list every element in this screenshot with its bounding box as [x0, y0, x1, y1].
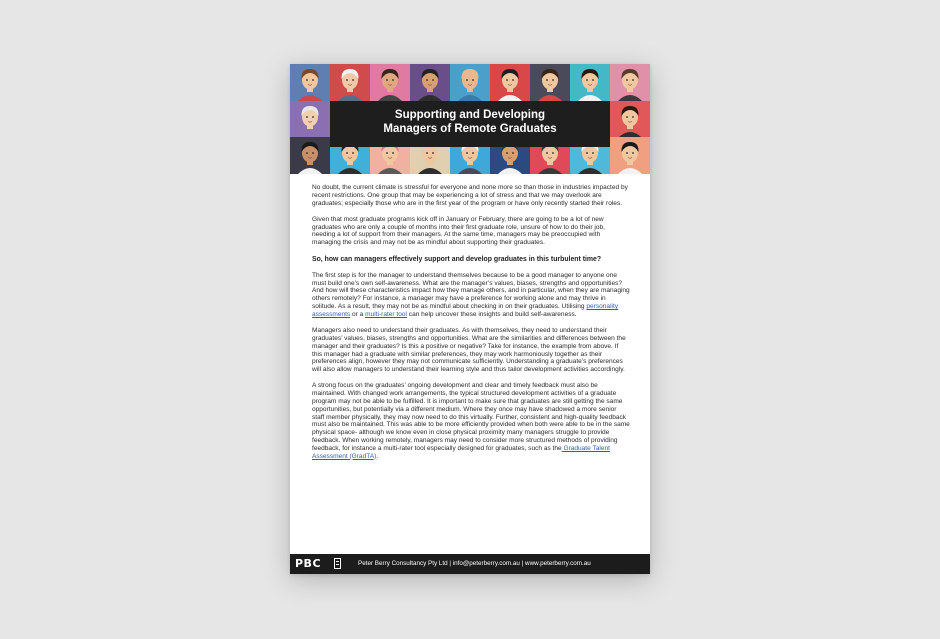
section-heading: So, how can managers effectively support and develop graduates in this turbulent time?	[312, 255, 602, 263]
footer-contact: Peter Berry Consultancy Pty Ltd | info@peterberry.com.au | www.peterberry.com.au	[358, 560, 591, 567]
text-span: A strong focus on the graduates’ ongoing development and clear and timely feedback must also be maintained. With changed work arrangements, the typical structured development activities of a graduate program may not be able to be fulfilled. It is important to make sure that graduates are still getting the same opportunities, but potentially via a different medium. Where they once may have shadowed a more senior staff member physically, they may now need to do this virtually. Further, consistent and high-quality feedback must also be maintained. This was able to be more efficiently provided when both were able to be in the same physical space- although we know even in close physical proximity many managers struggle to provide feedback. When working remotely, managers may need to consider more structured methods of providing feedback, for instance a multi-rater tool especially designed for graduates, such as the	[312, 382, 630, 452]
text-span: can help uncover these insights and build self-awareness.	[406, 310, 577, 318]
title-line-1: Supporting and Developing	[394, 109, 546, 121]
document-body	[312, 184, 630, 469]
avatar-woman-teal	[570, 64, 610, 101]
paragraph-understand-graduates: Managers also need to understand their graduates. As with themselves, they need to understand their graduates’ values, biases, strengths and opportunities. What are the similarities and differences between the manager and their graduates? Is this a positive or negative? Take for instance, the example from above. If this manager had a graduate with similar preferences, they may work harmoniously together as their preferences align, however they may not communicate sufficiently. Understanding a graduate’s preferences will also allow managers to understand their learning style and thus tailor development activities accordingly.	[312, 327, 626, 374]
avatar-woman-red-top	[530, 64, 570, 101]
paragraph-development-feedback	[312, 382, 630, 460]
pbc-logo-icon	[334, 558, 341, 569]
personality-assessments-link[interactable]: personality assessments	[312, 303, 619, 318]
paragraph-context: Given that most graduate programs kick off in January or February, there are going to be a lot of new graduates who are only a couple of months into their first graduate role, unsure of how to do their job, needing a lot of support from their managers. At the same time, managers may be preoccupied with managing the crisis and may not be as mindful about supporting their graduates.	[312, 215, 605, 247]
avatar-woman-dark-hair	[370, 64, 410, 101]
avatar-old-man-white-hair	[330, 64, 370, 101]
paragraph-intro: No doubt, the current climate is stressful for everyone and none more so than those in industries impacted by recent restrictions. One group that may be experiencing a lot of stress and that we may overlook are graduates; especially those who are in the first year of the program or have only recently started their roles.	[312, 184, 628, 207]
avatar-man-hat	[410, 64, 450, 101]
avatar-older-woman	[290, 101, 330, 138]
footer-bar	[290, 554, 650, 574]
graduate-talent-assessment-link[interactable]: Graduate Talent Assessment (GradTA)	[312, 444, 610, 460]
avatar-bearded-man	[490, 64, 530, 101]
avatar-woman-vr-goggles	[610, 101, 650, 138]
pbc-logo: PBC	[295, 557, 322, 570]
text-span: The first step is for the manager to understand themselves because to be a good manager to anyone one must build one’s own self-awareness. What are the manager’s values, biases, strengths and opportunities? And how will these characteristics impact how they manage others, and in particular, when they are managing others remotely? For instance, a manager may have a preference for working alone and may thrive in solitude. As a result, they may not be as mindful about checking in on their graduates. Utilising	[312, 271, 630, 311]
multi-rater-tool-link[interactable]: multi-rater tool	[365, 310, 407, 318]
text-span: or a	[350, 310, 366, 318]
title-line-2: Managers of Remote Graduates	[383, 122, 557, 135]
document-preview	[290, 64, 650, 574]
avatar-banner	[290, 64, 650, 174]
paragraph-self-awareness	[312, 272, 630, 319]
avatar-woman-brown-hair	[290, 64, 330, 101]
avatar-person-dark	[290, 137, 330, 174]
text-span: .	[376, 452, 379, 460]
avatar-woman-black-hair	[610, 137, 650, 174]
document-title	[330, 101, 610, 147]
avatar-bald-man	[450, 64, 490, 101]
avatar-woman-pink	[610, 64, 650, 101]
